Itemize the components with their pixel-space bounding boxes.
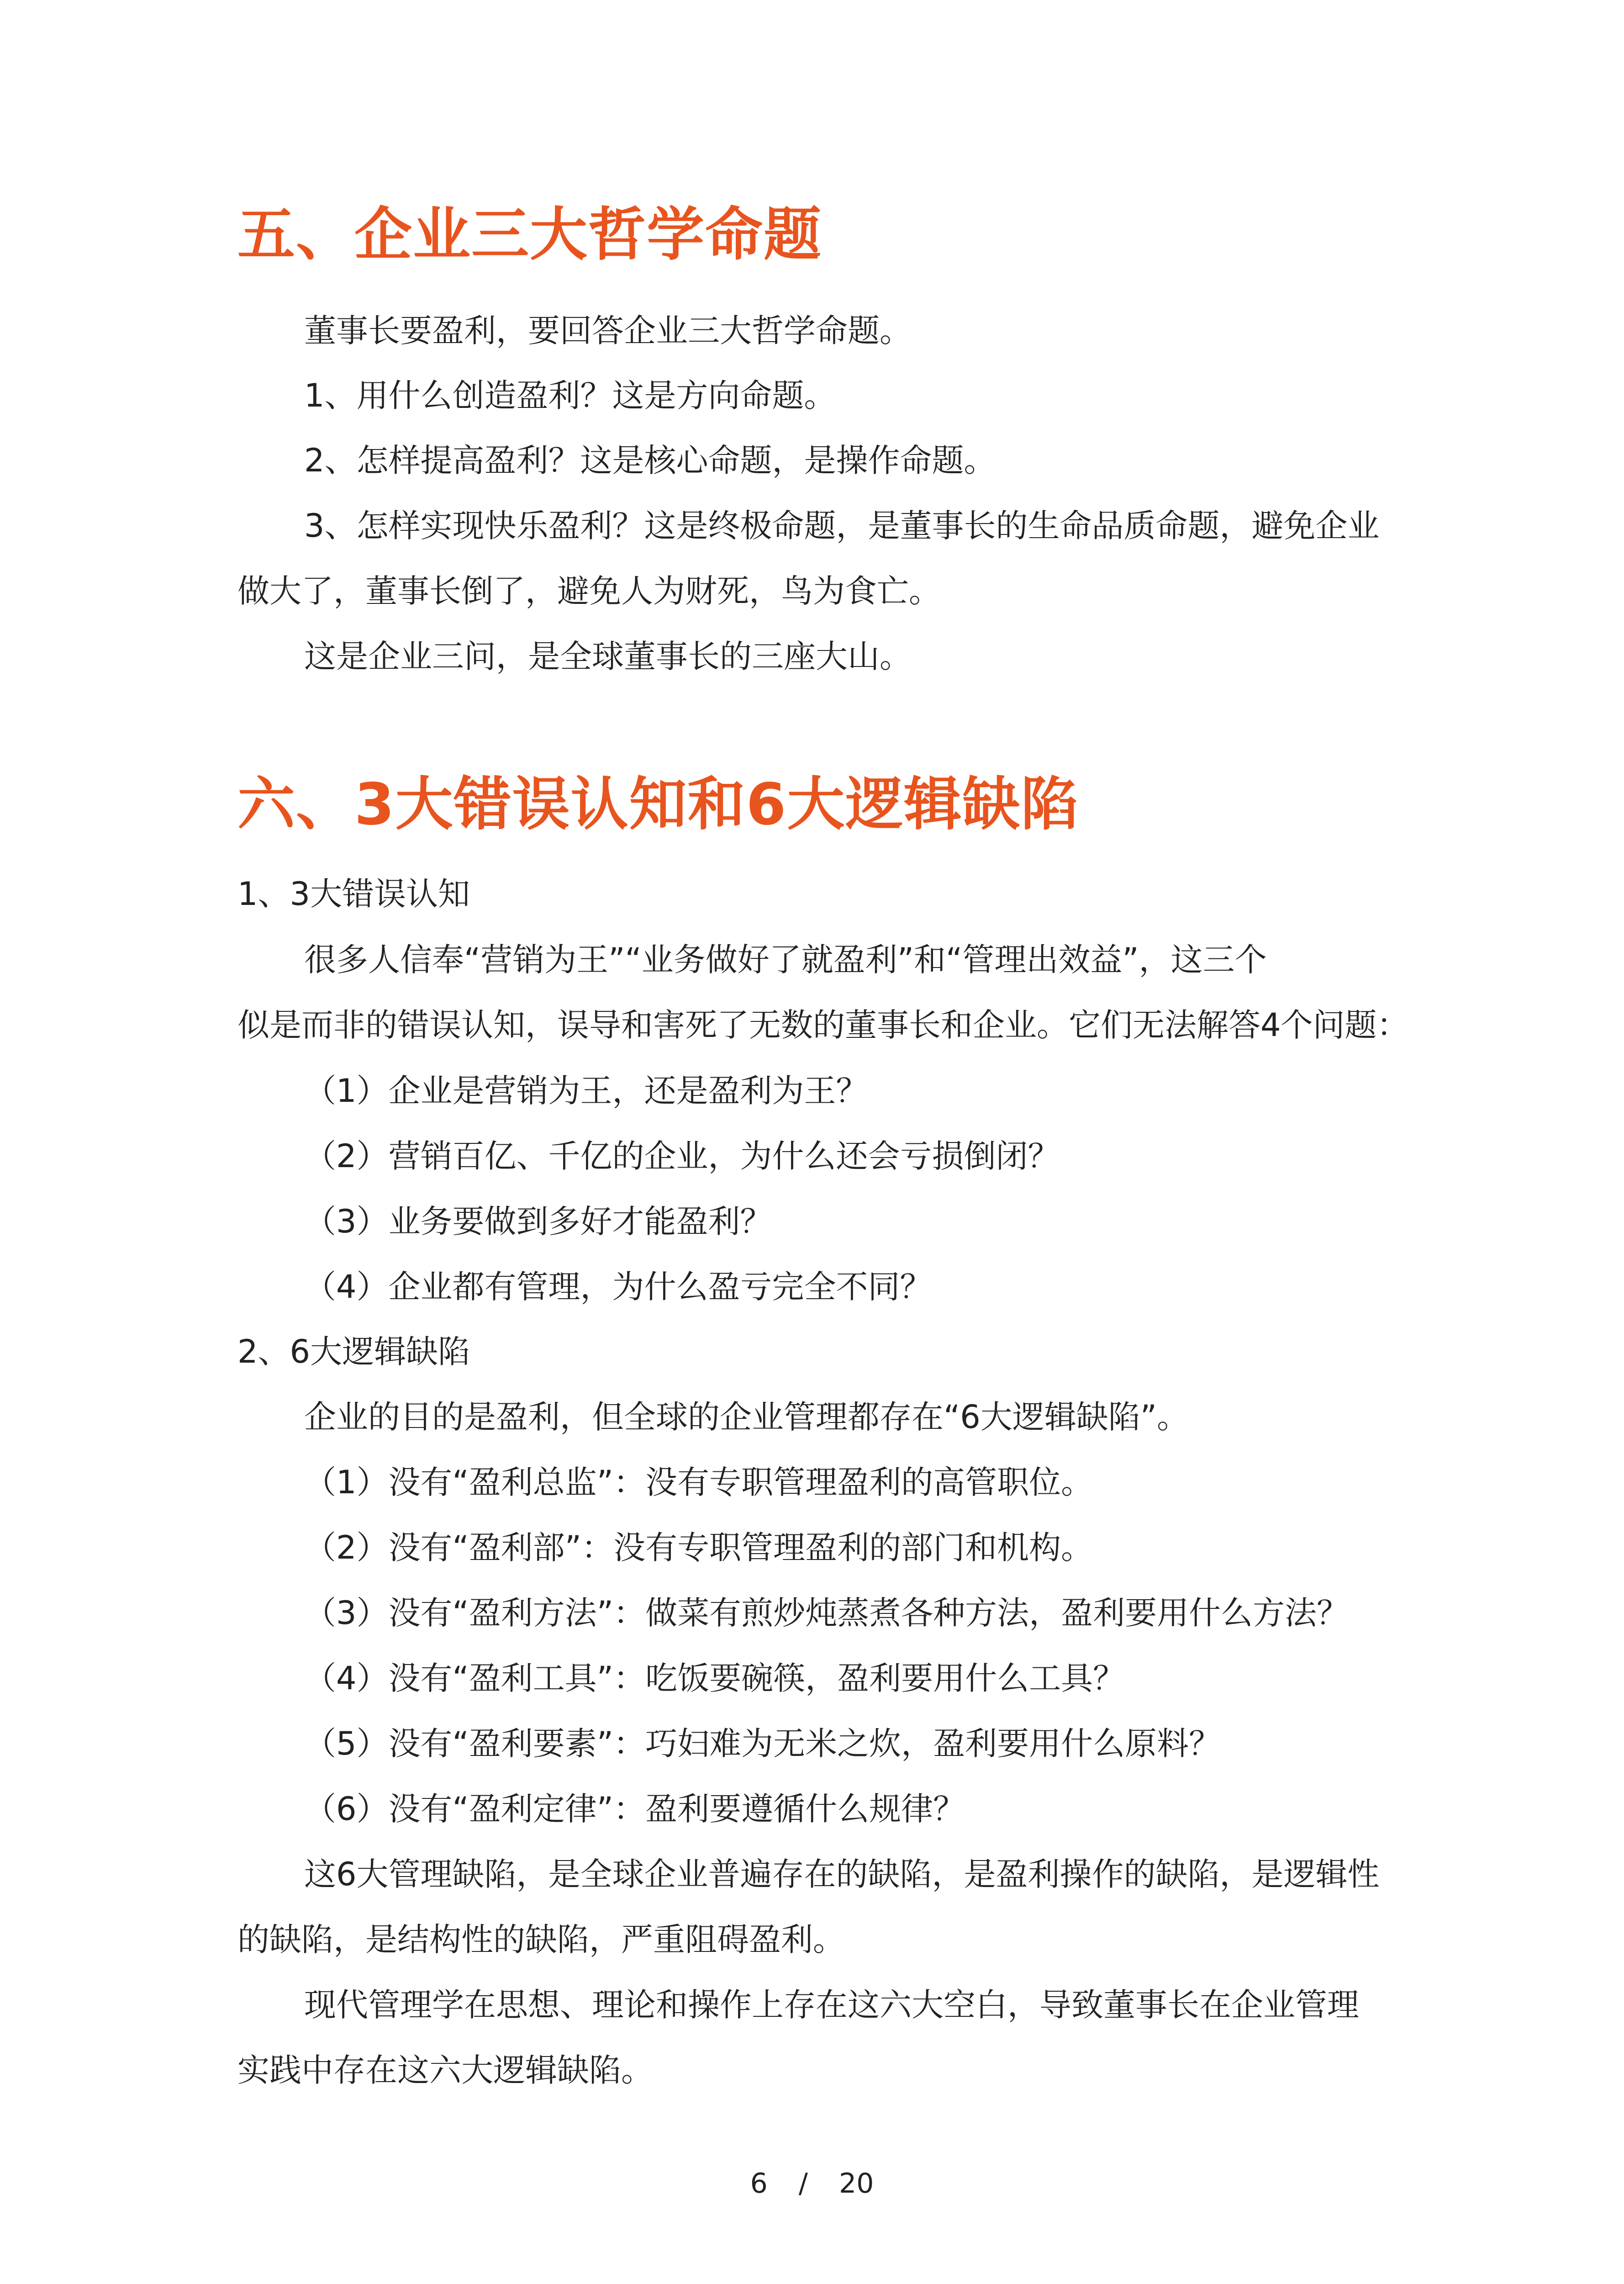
- paragraph: 做大了，董事长倒了，避免人为财死，鸟为食亡。: [237, 572, 941, 610]
- question-item: （1）企业是营销为王，还是盈利为王？: [304, 1072, 868, 1110]
- paragraph: 这6大管理缺陷，是全球企业普遍存在的缺陷，是盈利操作的缺陷，是逻辑性: [304, 1856, 1380, 1893]
- page-separator: /: [798, 2168, 808, 2199]
- page-number: [0, 2168, 1624, 2199]
- paragraph: 的缺陷，是结构性的缺陷，严重阻碍盈利。: [237, 1921, 845, 1958]
- defect-item: （2）没有“盈利部”：没有专职管理盈利的部门和机构。: [304, 1529, 1093, 1566]
- question-item: （3）业务要做到多好才能盈利？: [304, 1203, 772, 1240]
- section-5-heading: 五、企业三大哲学命题: [237, 201, 822, 268]
- paragraph: 这是企业三问，是全球董事长的三座大山。: [304, 638, 912, 675]
- paragraph: 3、怎样实现快乐盈利？这是终极命题，是董事长的生命品质命题，避免企业: [304, 507, 1380, 545]
- section-6-heading: 六、3大错误认知和6大逻辑缺陷: [237, 771, 1080, 838]
- subsection-title: 1、3大错误认知: [237, 875, 470, 913]
- subsection-title: 2、6大逻辑缺陷: [237, 1333, 470, 1370]
- paragraph: 1、用什么创造盈利？这是方向命题。: [304, 377, 836, 414]
- defect-item: （3）没有“盈利方法”：做菜有煎炒炖蒸煮各种方法，盈利要用什么方法？: [304, 1594, 1349, 1632]
- defect-item: （1）没有“盈利总监”：没有专职管理盈利的高管职位。: [304, 1464, 1093, 1501]
- question-item: （4）企业都有管理，为什么盈亏完全不同？: [304, 1268, 932, 1306]
- paragraph: 很多人信奉“营销为王”“业务做好了就盈利”和“管理出效益”，这三个: [304, 941, 1267, 978]
- total-pages-number: 20: [839, 2168, 874, 2199]
- paragraph: 2、怎样提高盈利？这是核心命题，是操作命题。: [304, 442, 996, 479]
- paragraph: 企业的目的是盈利，但全球的企业管理都存在“6大逻辑缺陷”。: [304, 1398, 1189, 1436]
- defect-item: （4）没有“盈利工具”：吃饭要碗筷，盈利要用什么工具？: [304, 1660, 1125, 1697]
- defect-item: （5）没有“盈利要素”：巧妇难为无米之炊，盈利要用什么原料？: [304, 1725, 1221, 1762]
- current-page-number: 6: [750, 2168, 768, 2199]
- paragraph: 现代管理学在思想、理论和操作上存在这六大空白，导致董事长在企业管理: [304, 1986, 1359, 2024]
- paragraph: 实践中存在这六大逻辑缺陷。: [237, 2051, 653, 2089]
- paragraph: 董事长要盈利，要回答企业三大哲学命题。: [304, 312, 912, 349]
- paragraph: 似是而非的错误认知，误导和害死了无数的董事长和企业。它们无法解答4个问题：: [237, 1006, 1409, 1044]
- question-item: （2）营销百亿、千亿的企业，为什么还会亏损倒闭？: [304, 1137, 1060, 1175]
- defect-item: （6）没有“盈利定律”：盈利要遵循什么规律？: [304, 1790, 965, 1828]
